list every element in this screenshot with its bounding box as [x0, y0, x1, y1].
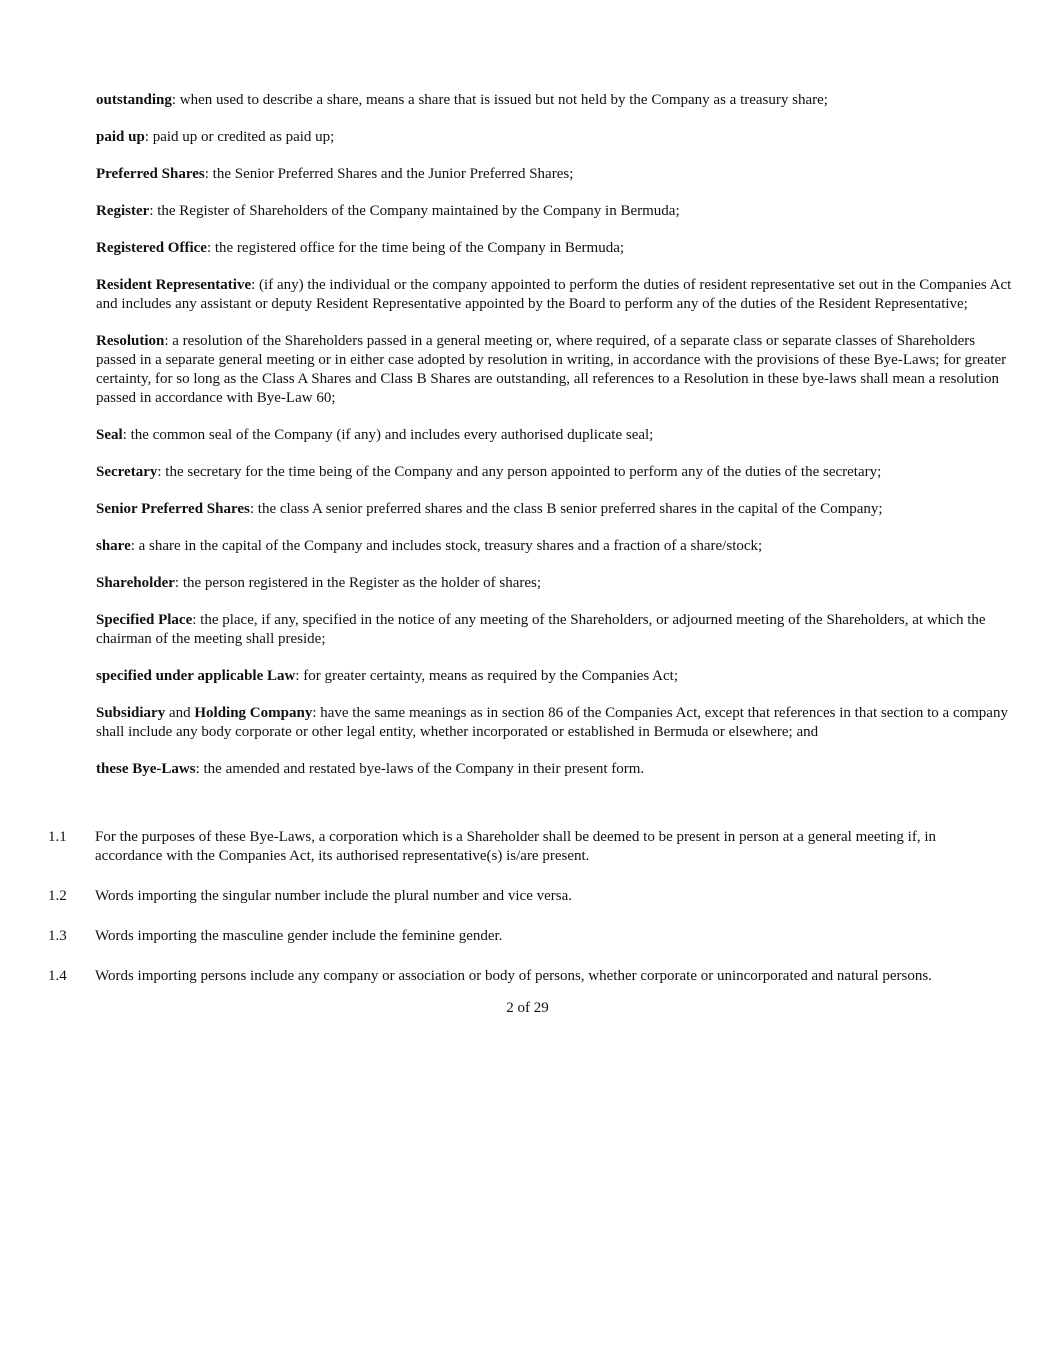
clause-text: Words importing the masculine gender include the feminine gender.: [95, 928, 503, 944]
definition-text: : paid up or credited as paid up;: [144, 129, 335, 145]
definition-seal: [96, 426, 1014, 445]
clause-text: Words importing the singular number include the plural number and vice versa.: [95, 888, 572, 904]
definition-term: Specified Place: [96, 612, 193, 628]
definition-paid-up: [96, 128, 1014, 147]
definition-senior-preferred-shares: [96, 500, 1014, 519]
definition-secretary: [96, 463, 1014, 482]
clause-number: 1.1: [48, 829, 67, 845]
definition-term: Registered Office: [96, 240, 207, 256]
clause-number: 1.2: [48, 888, 67, 904]
definition-text: : the common seal of the Company (if any) and includes every authorised duplicate seal;: [122, 427, 654, 443]
definition-joiner: and: [165, 705, 195, 721]
definitions-list: [96, 91, 1014, 797]
definition-term: Register: [96, 203, 150, 219]
definition-text: : the secretary for the time being of the Company and any person appointed to perform any of the duties of the secretary;: [157, 464, 882, 480]
definition-term: Seal: [96, 427, 123, 443]
definition-specified-under-applicable-law: [96, 667, 1014, 686]
definition-registered-office: [96, 239, 1014, 258]
definition-text: : the amended and restated bye-laws of the Company in their present form.: [195, 761, 645, 777]
definition-text: : for greater certainty, means as required by the Companies Act;: [295, 668, 678, 684]
definition-text: : have the same meanings as in section 86 of the Companies Act, except that references in that section to a company shall include any body corporate or other legal entity, whether incorporated or established in Bermuda or elsewhere; and: [96, 705, 1008, 740]
definition-text: : the Register of Shareholders of the Company maintained by the Company in Bermuda;: [149, 203, 680, 219]
clause-1-4: [0, 967, 985, 986]
clause-text: Words importing persons include any company or association or body of persons, whether corporate or unincorporated and natural persons.: [95, 968, 932, 984]
definition-term: Holding Company: [194, 705, 313, 721]
definition-shareholder: [96, 574, 1014, 593]
definition-text: : a share in the capital of the Company and includes stock, treasury shares and a fraction of a share/stock;: [130, 538, 763, 554]
definition-subsidiary-holding-company: [96, 704, 1014, 742]
definition-term: outstanding: [96, 92, 172, 108]
definition-resident-representative: [96, 276, 1014, 314]
definition-term: specified under applicable Law: [96, 668, 296, 684]
definition-term: Shareholder: [96, 575, 175, 591]
clause-1-2: [0, 887, 985, 906]
definition-term: Secretary: [96, 464, 158, 480]
definition-specified-place: [96, 611, 1014, 649]
clause-number: 1.3: [48, 928, 67, 944]
definition-term: Resident Representative: [96, 277, 252, 293]
definition-term: Preferred Shares: [96, 166, 205, 182]
definition-these-bye-laws: [96, 760, 1014, 779]
clause-text: For the purposes of these Bye-Laws, a corporation which is a Shareholder shall be deemed to be present in person at a general meeting if, in accordance with the Companies Act, its authorised representative(s) is/are present.: [95, 829, 936, 864]
definition-text: : the person registered in the Register as the holder of shares;: [174, 575, 542, 591]
definition-share: [96, 537, 1014, 556]
page-number: 2 of 29: [506, 1000, 549, 1016]
definition-text: : the place, if any, specified in the notice of any meeting of the Shareholders, or adjourned meeting of the Shareholders, at which the chairman of the meeting shall preside;: [96, 612, 986, 647]
definition-term: Subsidiary: [96, 705, 166, 721]
definition-text: : the registered office for the time being of the Company in Bermuda;: [206, 240, 625, 256]
definition-text: : (if any) the individual or the company appointed to perform the duties of resident representative set out in the Companies Act and includes any assistant or deputy Resident Representative appointed by the Board to perform any of the duties of the Resident Representative;: [96, 277, 1012, 312]
definition-term: paid up: [96, 129, 145, 145]
definition-text: : the Senior Preferred Shares and the Junior Preferred Shares;: [204, 166, 574, 182]
definition-term: share: [96, 538, 131, 554]
clause-1-3: [0, 927, 985, 946]
definition-preferred-shares: [96, 165, 1014, 184]
definition-term: these Bye-Laws: [96, 761, 196, 777]
definition-outstanding: [96, 91, 1014, 110]
definition-resolution: [96, 332, 1014, 408]
clause-number: 1.4: [48, 968, 67, 984]
definition-text: : a resolution of the Shareholders passed in a general meeting or, where required, of a separate class or separate classes of Shareholders passed in a separate general meeting or in either case adopted by resolution in writing, in accordance with the provisions of these Bye-Laws; for greater certainty, for so long as the Class A Shares and Class B Shares are outstanding, all references to a Resolution in these bye-laws shall mean a resolution passed in accordance with Bye-Law 60;: [96, 333, 1007, 406]
definition-term: Senior Preferred Shares: [96, 501, 250, 517]
definition-register: [96, 202, 1014, 221]
clauses-list: [0, 828, 1055, 1007]
clause-1-1: [0, 828, 985, 866]
definition-text: : when used to describe a share, means a share that is issued but not held by the Company as a treasury share;: [171, 92, 828, 108]
definition-term: Resolution: [96, 333, 165, 349]
definition-text: : the class A senior preferred shares and the class B senior preferred shares in the capital of the Company;: [249, 501, 883, 517]
